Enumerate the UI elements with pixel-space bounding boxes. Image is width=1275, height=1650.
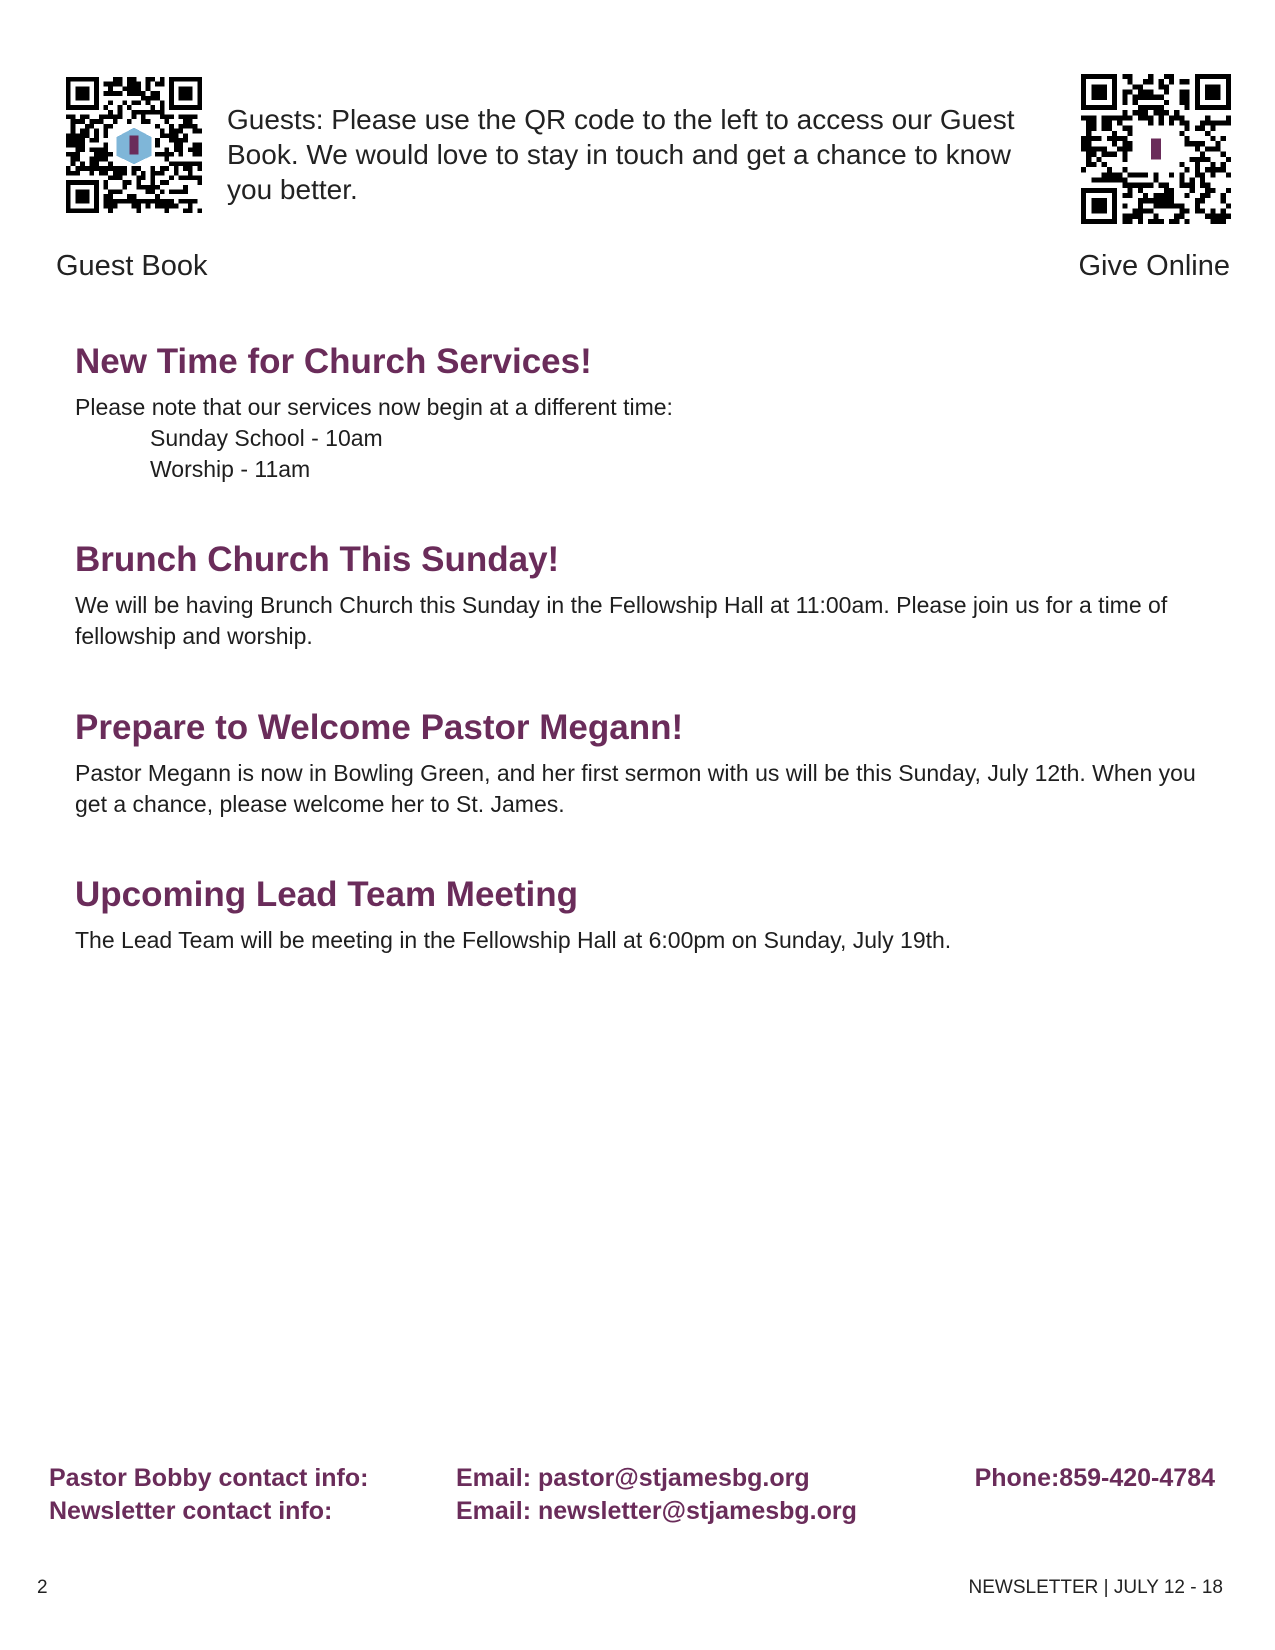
schedule-line: Sunday School - 10am <box>150 425 383 451</box>
section-body: The Lead Team will be meeting in the Fellowship Hall at 6:00pm on Sunday, July 19th. <box>75 927 952 953</box>
guest-book-qr-code[interactable] <box>66 77 202 213</box>
section-heading: Brunch Church This Sunday! <box>75 540 560 579</box>
pastor-email-link[interactable]: Email: pastor@stjamesbg.org <box>456 1464 810 1492</box>
section-body: We will be having Brunch Church this Sunday in the Fellowship Hall at 11:00am. Please join us for a time of fellowship and worship. <box>75 592 1168 649</box>
newsletter-contact-label: Newsletter contact info: <box>49 1497 333 1525</box>
give-online-caption: Give Online <box>1078 250 1230 282</box>
section-welcome-pastor <box>75 706 1205 820</box>
guest-note: Guests: Please use the QR code to the left to access our Guest Book. We would love to stay in touch and get a chance to know you better. <box>227 104 1015 205</box>
pastor-contact-label: Pastor Bobby contact info: <box>49 1464 369 1492</box>
give-online-qr-code[interactable] <box>1081 74 1231 224</box>
page-number: 2 <box>37 1577 48 1598</box>
section-lead-team-meeting <box>75 873 1205 956</box>
guest-book-caption: Guest Book <box>56 250 208 282</box>
section-heading: New Time for Church Services! <box>75 342 592 381</box>
pastor-phone: Phone:859-420-4784 <box>974 1464 1215 1492</box>
section-body: Pastor Megann is now in Bowling Green, and her first sermon with us will be this Sunday, July 12th. When you get a chance, please welcome her to St. James. <box>75 760 1196 817</box>
section-body: Please note that our services now begin at a different time: <box>75 394 673 420</box>
section-heading: Prepare to Welcome Pastor Megann! <box>75 708 684 747</box>
schedule-line: Worship - 11am <box>150 456 311 482</box>
qr-code-icon <box>1081 74 1231 224</box>
qr-code-icon <box>66 77 202 213</box>
footer-label: NEWSLETTER | JULY 12 - 18 <box>968 1577 1223 1598</box>
newsletter-email-link[interactable]: Email: newsletter@stjamesbg.org <box>456 1497 857 1525</box>
section-heading: Upcoming Lead Team Meeting <box>75 875 579 914</box>
section-brunch-church <box>75 538 1205 652</box>
section-service-times <box>75 340 1205 485</box>
